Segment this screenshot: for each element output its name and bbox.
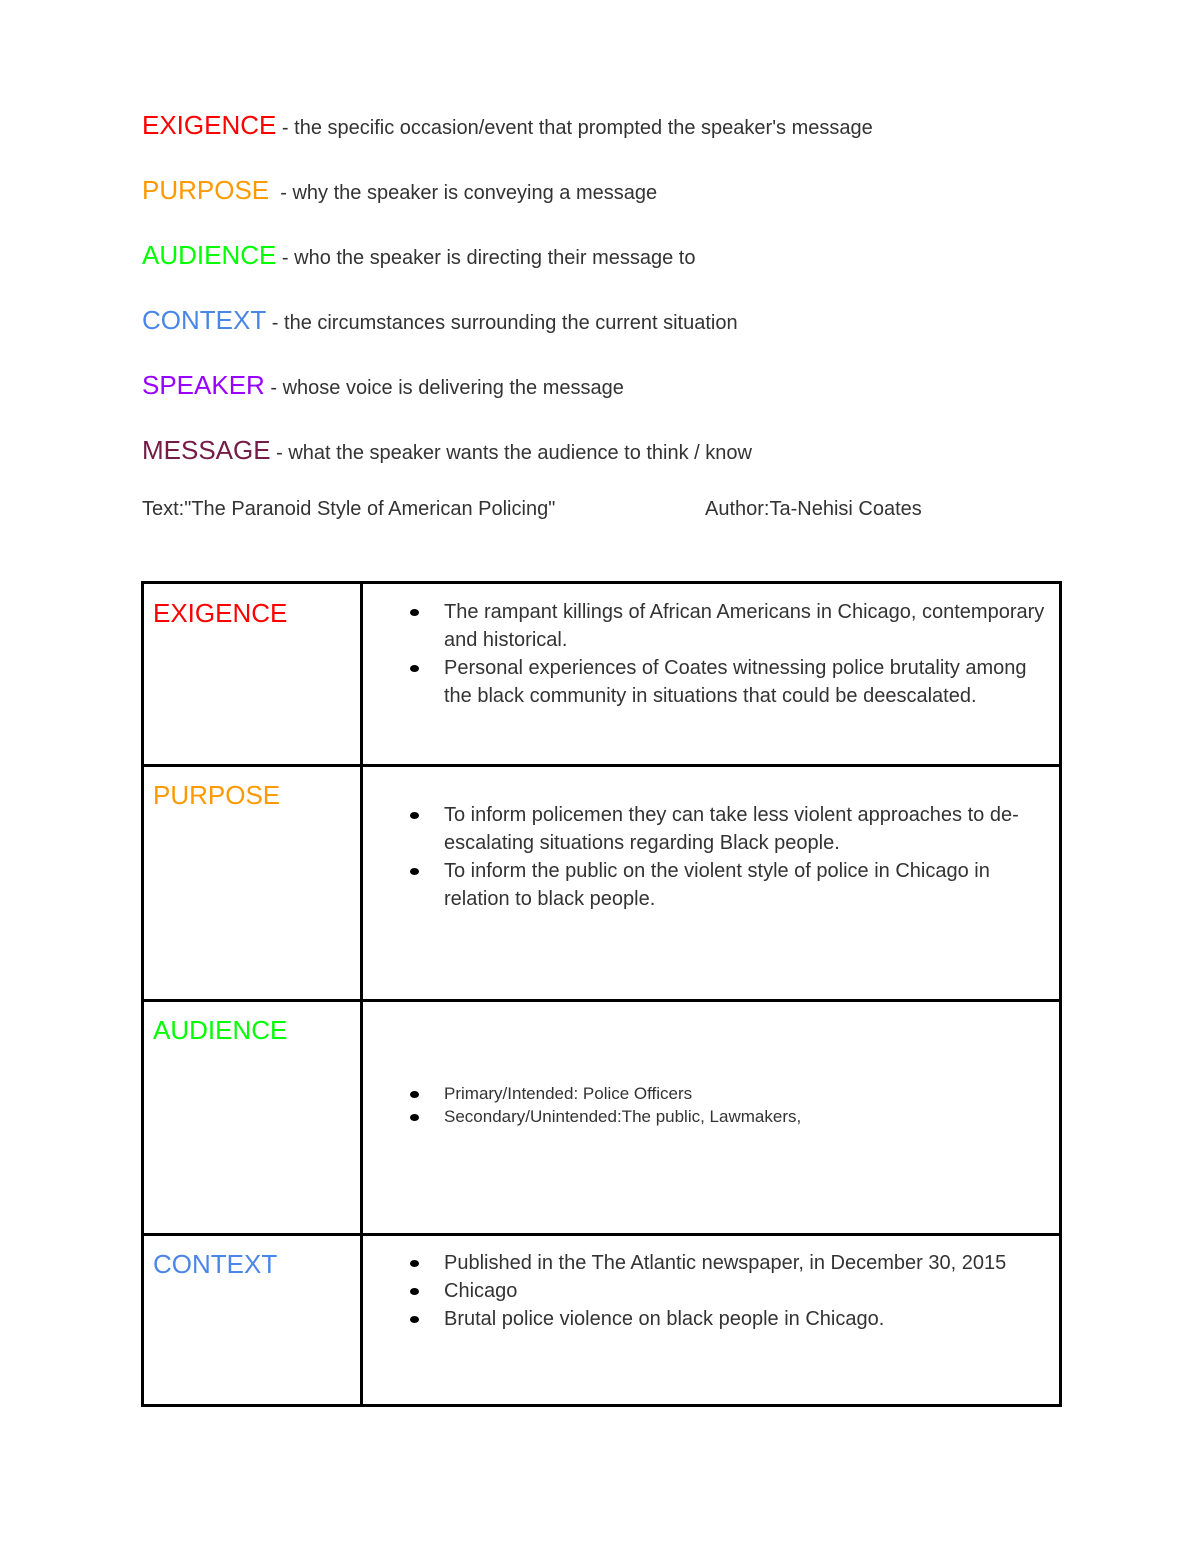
list-item: Primary/Intended: Police Officers: [383, 1082, 1045, 1105]
definition-speaker: [142, 370, 624, 401]
list-item: Brutal police violence on black people in Chicago.: [383, 1305, 1045, 1333]
bullet-list: [383, 1249, 1045, 1333]
bullet-list: [383, 598, 1045, 710]
column-divider: [360, 584, 363, 766]
row-label: AUDIENCE: [153, 1015, 288, 1045]
list-item: To inform policemen they can take less violent approaches to de-escalating situations regarding Black people.: [383, 801, 1045, 857]
list-item: Published in the The Atlantic newspaper, in December 30, 2015: [383, 1249, 1045, 1277]
row-label: PURPOSE: [153, 780, 281, 810]
column-divider: [360, 1002, 363, 1236]
definition-exigence: [142, 110, 873, 141]
row-label: EXIGENCE: [153, 598, 288, 628]
list-item: Chicago: [383, 1277, 1045, 1305]
definition-term: AUDIENCE: [142, 240, 277, 270]
definition-text: - the specific occasion/event that prompted the speaker's message: [276, 117, 873, 139]
definition-term: PURPOSE: [142, 175, 270, 205]
source-text: Text:"The Paranoid Style of American Policing": [142, 498, 556, 520]
list-item: The rampant killings of African Americans in Chicago, contemporary and historical.: [383, 598, 1045, 654]
definition-text: - why the speaker is conveying a message: [269, 182, 658, 204]
table-row-exigence: [144, 584, 1059, 766]
definition-term: EXIGENCE: [142, 110, 277, 140]
list-item: Secondary/Unintended:The public, Lawmakers,: [383, 1105, 1045, 1128]
list-item: Personal experiences of Coates witnessing police brutality among the black community in situations that could be deescalated.: [383, 654, 1045, 710]
definition-message: [142, 435, 752, 466]
definition-text: - who the speaker is directing their message to: [276, 247, 696, 269]
definition-text: - whose voice is delivering the message: [264, 377, 624, 399]
analysis-table: [141, 581, 1062, 1407]
definition-term: CONTEXT: [142, 305, 267, 335]
definition-text: - what the speaker wants the audience to think / know: [270, 442, 752, 464]
bullet-list: [383, 1082, 1045, 1128]
table-row-purpose: [144, 764, 1059, 1002]
list-item: To inform the public on the violent style of police in Chicago in relation to black people.: [383, 857, 1045, 913]
column-divider: [360, 767, 363, 1002]
definition-audience: [142, 240, 695, 271]
column-divider: [360, 1236, 363, 1404]
table-row-context: [144, 1233, 1059, 1404]
row-label: CONTEXT: [153, 1249, 278, 1279]
bullet-list: [383, 801, 1045, 913]
table-row-audience: [144, 999, 1059, 1236]
definition-term: SPEAKER: [142, 370, 265, 400]
definition-term: MESSAGE: [142, 435, 271, 465]
source-author: Author:Ta-Nehisi Coates: [705, 498, 922, 520]
definition-context: [142, 305, 738, 336]
definition-text: - the circumstances surrounding the current situation: [266, 312, 738, 334]
definition-purpose: [142, 175, 657, 206]
